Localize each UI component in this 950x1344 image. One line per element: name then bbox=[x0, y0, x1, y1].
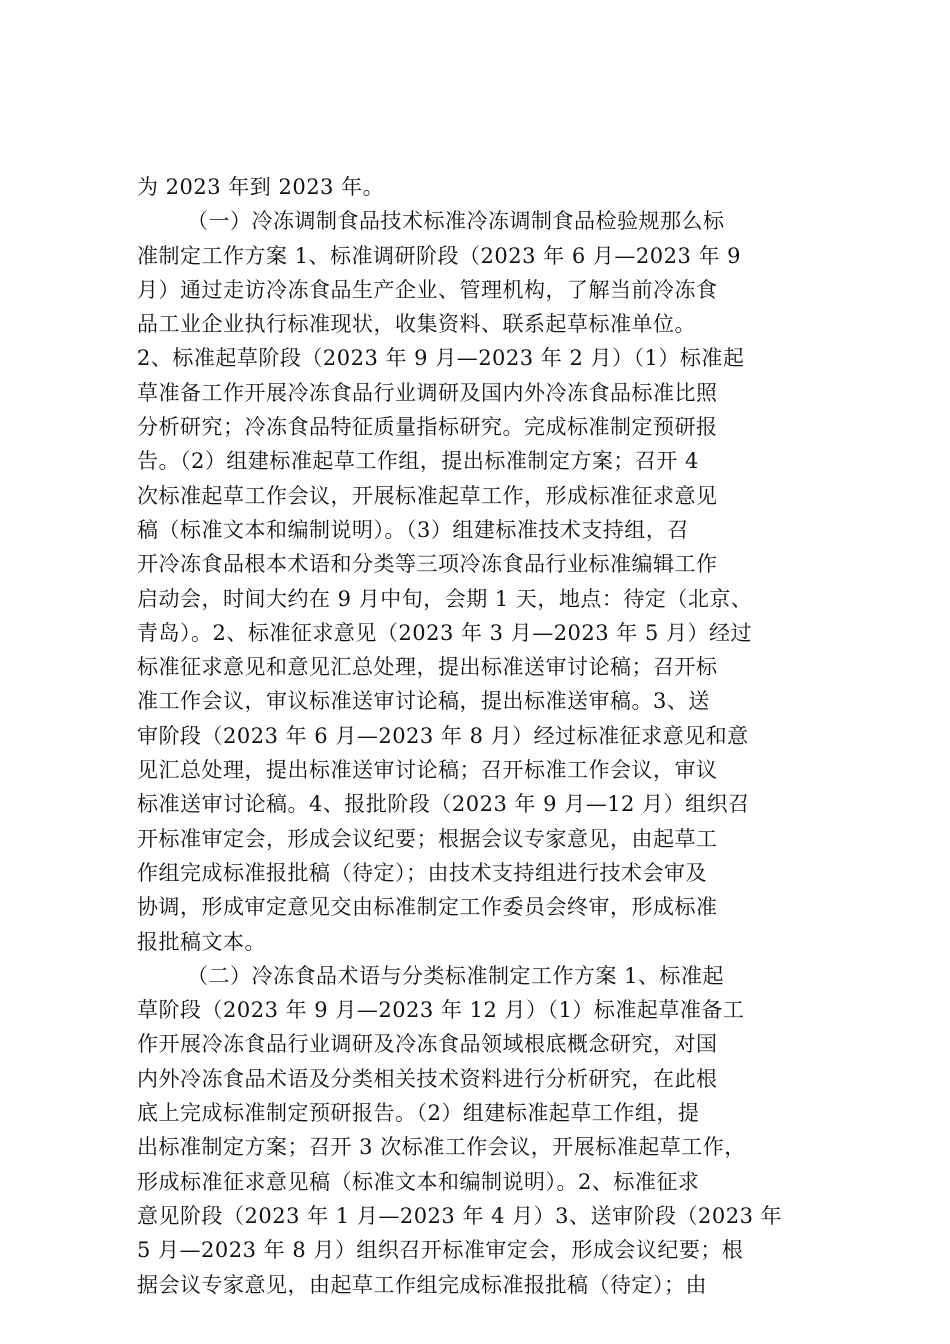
text-line: 协调，形成审定意见交由标准制定工作委员会终审，形成标准 bbox=[137, 895, 718, 920]
text-line: 作开展冷冻食品行业调研及冷冻食品领域根底概念研究，对国 bbox=[137, 1032, 718, 1057]
text-line: 分析研究；冷冻食品特征质量指标研究。完成标准制定预研报 bbox=[137, 415, 718, 440]
text-line: 内外冷冻食品术语及分类相关技术资料进行分析研究，在此根 bbox=[137, 1066, 718, 1091]
text-line: 草阶段（2023 年 9 月—2023 年 12 月）（1）标准起草准备工 bbox=[137, 998, 745, 1023]
text-line: 启动会，时间大约在 9 月中旬，会期 1 天，地点：待定（北京、 bbox=[137, 586, 753, 611]
paragraph-start-line: （二）冷冻食品术语与分类标准制定工作方案 1、标准起 bbox=[187, 963, 725, 988]
text-line: 据会议专家意见，由起草工作组完成标准报批稿（待定）；由 bbox=[137, 1272, 707, 1297]
text-line: 青岛）。2、标准征求意见（2023 年 3 月—2023 年 5 月）经过 bbox=[137, 620, 753, 645]
text-line: 2、标准起草阶段（2023 年 9 月—2023 年 2 月）（1）标准起 bbox=[137, 346, 745, 371]
text-line: 品工业企业执行标准现状，收集资料、联系起草标准单位。 bbox=[137, 312, 696, 337]
text-line: 告。（2）组建标准起草工作组，提出标准制定方案；召开 4 bbox=[137, 449, 699, 474]
text-line: 标准送审讨论稿。4、报批阶段（2023 年 9 月—12 月）组织召 bbox=[137, 792, 750, 817]
text-line: 见汇总处理，提出标准送审讨论稿；召开标准工作会议，审议 bbox=[137, 758, 718, 783]
text-line: 为 2023 年到 2023 年。 bbox=[137, 175, 385, 199]
text-line: 次标准起草工作会议，开展标准起草工作，形成标准征求意见 bbox=[137, 483, 718, 508]
text-line: 准工作会议，审议标准送审讨论稿，提出标准送审稿。3、送 bbox=[137, 689, 710, 714]
text-line: 5 月—2023 年 8 月）组织召开标准审定会，形成会议纪要；根 bbox=[137, 1238, 744, 1263]
text-line: 标准征求意见和意见汇总处理，提出标准送审讨论稿；召开标 bbox=[137, 655, 718, 680]
text-line: 形成标准征求意见稿（标准文本和编制说明）。2、标准征求 bbox=[137, 1169, 700, 1194]
text-line: 报批稿文本。 bbox=[137, 929, 266, 954]
text-line: 作组完成标准报批稿（待定）；由技术支持组进行技术会审及 bbox=[137, 860, 707, 885]
body-text bbox=[137, 170, 827, 1302]
text-line: 出标准制定方案；召开 3 次标准工作会议，开展标准起草工作， bbox=[137, 1135, 746, 1160]
text-line: 底上完成标准制定预研报告。（2）组建标准起草工作组，提 bbox=[137, 1101, 700, 1126]
text-line: 月）通过走访冷冻食品生产企业、管理机构，了解当前冷冻食 bbox=[137, 277, 718, 302]
text-line: 意见阶段（2023 年 1 月—2023 年 4 月）3、送审阶段（2023 年 bbox=[137, 1203, 783, 1228]
text-line: 开标准审定会，形成会议纪要；根据会议专家意见，由起草工 bbox=[137, 826, 718, 851]
text-line: 草准备工作开展冷冻食品行业调研及国内外冷冻食品标准比照 bbox=[137, 380, 718, 405]
text-line: 稿（标准文本和编制说明）。（3）组建标准技术支持组，召 bbox=[137, 517, 689, 542]
text-line: 准制定工作方案 1、标准调研阶段（2023 年 6 月—2023 年 9 bbox=[137, 243, 742, 268]
text-line: 开冷冻食品根本术语和分类等三项冷冻食品行业标准编辑工作 bbox=[137, 552, 718, 577]
paragraph-start-line: （一）冷冻调制食品技术标准冷冻调制食品检验规那么标 bbox=[187, 209, 725, 234]
text-line: 审阶段（2023 年 6 月—2023 年 8 月）经过标准征求意见和意 bbox=[137, 723, 749, 748]
